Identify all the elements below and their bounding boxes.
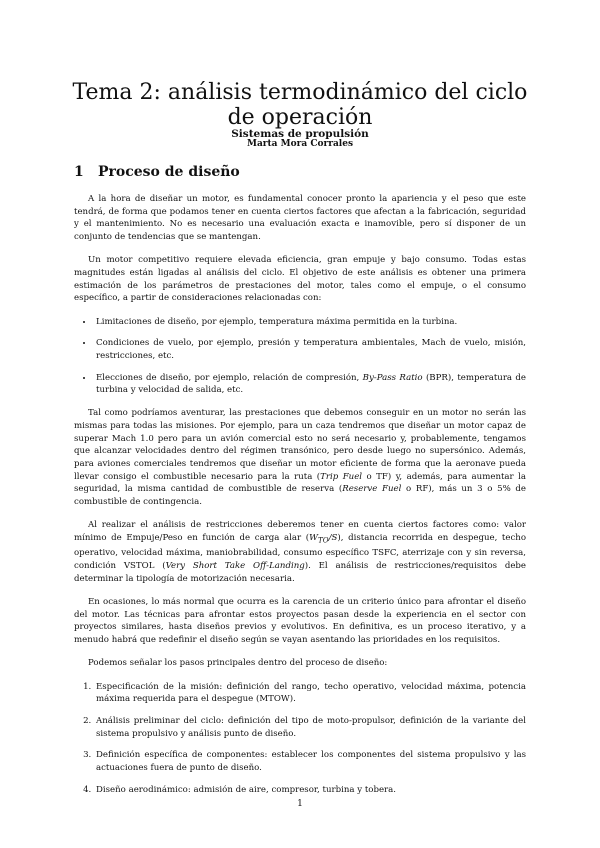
list-item-emphasis: By-Pass Ratio [362, 372, 423, 383]
page-number: 1 [297, 799, 303, 809]
list-item: • Limitaciones de diseño, por ejemplo, temperatura máxima permitida en la turbina. [94, 316, 526, 329]
list-item: 1. Especificación de la misión: definición del rango, techo operativo, velocidad máxima, potencia máxima requerida para el despegue (MTOW). [94, 681, 526, 706]
paragraph-competitive-engine: Un motor competitivo requiere elevada eficiencia, gran empuje y bajo consumo. Todas estas magnitudes están ligadas al análisis del ciclo. El objetivo de este análisis es obtener una primera estimación de los parámetros de prestaciones del motor, tales como el empuje, o el consumo específico, a partir de consideraciones relacionadas con: [74, 255, 526, 304]
formula-rest: /S [328, 532, 338, 543]
list-item: • Condiciones de vuelo, por ejemplo, presión y temperatura ambientales, Mach de vuelo, misión, restricciones, etc. [94, 337, 526, 362]
list-item: 3. Definición específica de componentes: establecer los componentes del sistema propulsivo y las actuaciones fuera de punto de diseño. [94, 749, 526, 774]
document-title: Tema 2: análisis termodinámico del ciclo de operación [72, 80, 528, 130]
paragraph-text: ). El análisis de restricciones/requisitos debe determinar la tipología de motorización necesaria. [74, 561, 526, 584]
paragraph-intro: A la hora de diseñar un motor, es fundamental conocer pronto la apariencia y el peso que este tendrá, de forma que podamos tener en cuenta ciertos factores que afectan a la fabricación, seguridad y el mantenimiento. No es necesario una evaluación exacta e inamovible, pero sí disponer de un conjunto de tendencias que se mantengan. [74, 194, 526, 243]
document-subtitle: Sistemas de propulsión [231, 128, 369, 140]
paragraph-text: o TF) y, además, para aumentar la seguridad, la misma cantidad de combustible de reserva ( [74, 471, 527, 495]
section-number: 1 [74, 164, 84, 180]
paragraph-text: o RF), más un 3 o 5% de combustible de contingencia. [74, 484, 526, 508]
paragraph-missions [74, 407, 526, 509]
paragraph-text: Al realizar el análisis de restricciones deberemos tener en cuenta ciertos factores como: valor mínimo de Empuje/Peso en función de carga alar ( [74, 520, 526, 543]
section-heading [74, 163, 240, 181]
section-title: Proceso de diseño [98, 164, 240, 180]
emphasis-reserve-fuel: Reserve Fuel [342, 484, 402, 495]
document-author: Marta Mora Corrales [246, 139, 354, 149]
list-item: 4. Diseño aerodinámico: admisión de aire, compresor, turbina y tobera. [94, 784, 526, 797]
paragraph-steps-intro: Podemos señalar los pasos principales dentro del proceso de diseño: [88, 658, 388, 669]
list-item: 2. Análisis preliminar del ciclo: definición del tipo de moto-propulsor, definición de la variante del sistema propulsivo y análisis punto de diseño. [94, 715, 526, 740]
formula-subscript: TO [317, 535, 329, 545]
list-item [94, 372, 526, 397]
body-text [74, 193, 526, 806]
paragraph-text: ), distancia recorrida en despegue, techo operativo, velocidad máxima, maniobrabilidad, consumo específico TSFC, aterrizaje con y sin reversa, condición VSTOL ( [74, 532, 526, 572]
emphasis-trip-fuel: Trip Fuel [320, 471, 363, 482]
emphasis-vstol: Very Short Take Off-Landing [165, 561, 305, 572]
paragraph-restrictions [74, 519, 526, 585]
paragraph-iterative: En ocasiones, lo más normal que ocurra es la carencia de un criterio único para afrontar el diseño del motor. Las técnicas para afrontar estos proyectos pasan desde la experiencia en el sector con proyectos similares, hasta diseños previos y evolutivos. En definitiva, es un proceso iterativo, y a menudo habrá que redefinir el diseño según se vayan asentando las prioridades en los requisitos. [74, 597, 526, 646]
considerations-list [74, 316, 526, 398]
design-steps-list [74, 681, 526, 797]
list-item-text: (BPR), temperatura de turbina y velocidad de salida, etc. [96, 372, 526, 396]
list-item-text: Elecciones de diseño, por ejemplo, relación de compresión, [96, 372, 363, 383]
formula-symbol: W [309, 532, 318, 543]
paragraph-text: Tal como podríamos aventurar, las prestaciones que debemos conseguir en un motor no serán las mismas para todas las misiones. Por ejemplo, para un caza tendremos que diseñar un motor capaz de superar Mach 1.0 pero para un avión comercial esto no será necesario y, probablemente, tengamos que alcanzar velocidades dentro del régimen transónico, pero desde luego no supersónico. Además, para aviones comerciales tendremos que diseñar un motor eficiente de forma que la aeronave pueda llevar consigo el combustible necesario para la ruta ( [74, 408, 526, 482]
